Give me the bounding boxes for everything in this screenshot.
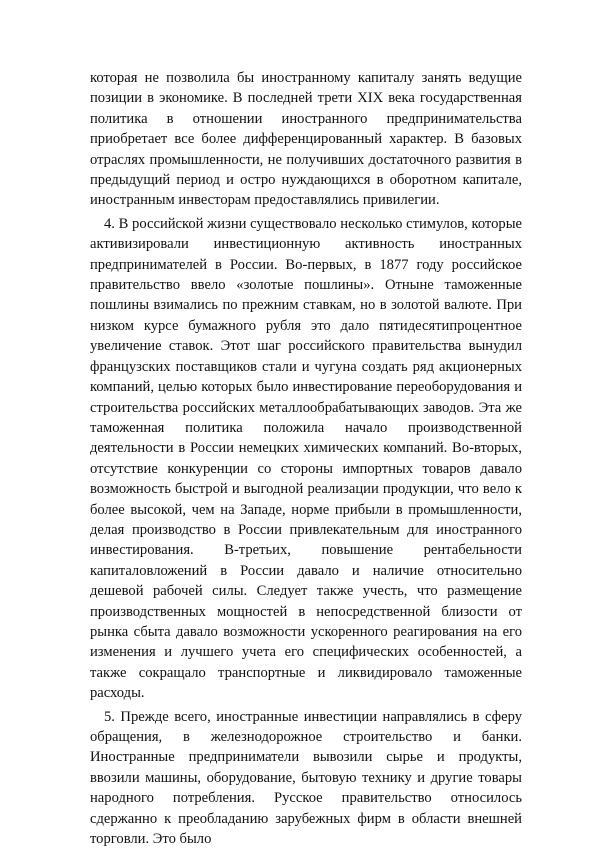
paragraph-5-investment-directions: 5. Прежде всего, иностранные инвестиции направлялись в сферу обращения, в железнодорожное строительство и банки. Иностранные предприниматели вывозили сырье и продукты, ввозили машины, оборудование, бытовую технику и другие товары народного потребления. Русское правительство относилось сдержанно к преобладанию зарубежных фирм в области внешней торговли. Это было: [90, 708, 522, 848]
paragraph-4-investment-stimuli: 4. В российской жизни существовало несколько стимулов, которые активизировали инвестиционную активность иностранных предпринимателей в России. Во-первых, в 1877 году российское правительство ввело «золотые пошлины». Отныне таможенные пошлины взимались по прежним ставкам, но в золотой валюте. При низком курсе бумажного рубля это дало пятидесятипроцентное увеличение ставок. Этот шаг российского правительства вынудил французских поставщиков стали и чугуна создать ряд акционерных компаний, целью которых было инвестирование переоборудования и строительства российских металлообрабатывающих заводов. Эта же таможенная политика положила начало производственной деятельности в России немецких химических компаний. Во-вторых, отсутствие конкуренции со стороны импортных товаров давало возможность быстрой и выгодной реализации продукции, что вело к более высокой, чем на Западе, норме прибыли в промышленности, делая производство в России привлекательным для иностранного инвестирования. В-третьих, повышение рентабельности капиталовложений в России давало и наличие относительно дешевой рабочей силы. Следует также учесть, что размещение производственных мощностей в непосредственной близости от рынка сбыта давало возможности ускоренного реагирования на его изменения и лучшего учета его специфических особенностей, а также сокращало транспортные и ликвидировало таможенные расходы.: [90, 215, 522, 702]
paragraph-continuation: которая не позволила бы иностранному капиталу занять ведущие позиции в экономике. В последней трети XIX века государственная политика в отношении иностранного предпринимательства приобретает все более дифференцированный характер. В базовых отраслях промышленности, не получивших достаточного развития в предыдущий период и остро нуждающихся в оборотном капитале, иностранным инвесторам предоставлялись привилегии.: [90, 70, 522, 209]
document-body: [90, 68, 522, 852]
